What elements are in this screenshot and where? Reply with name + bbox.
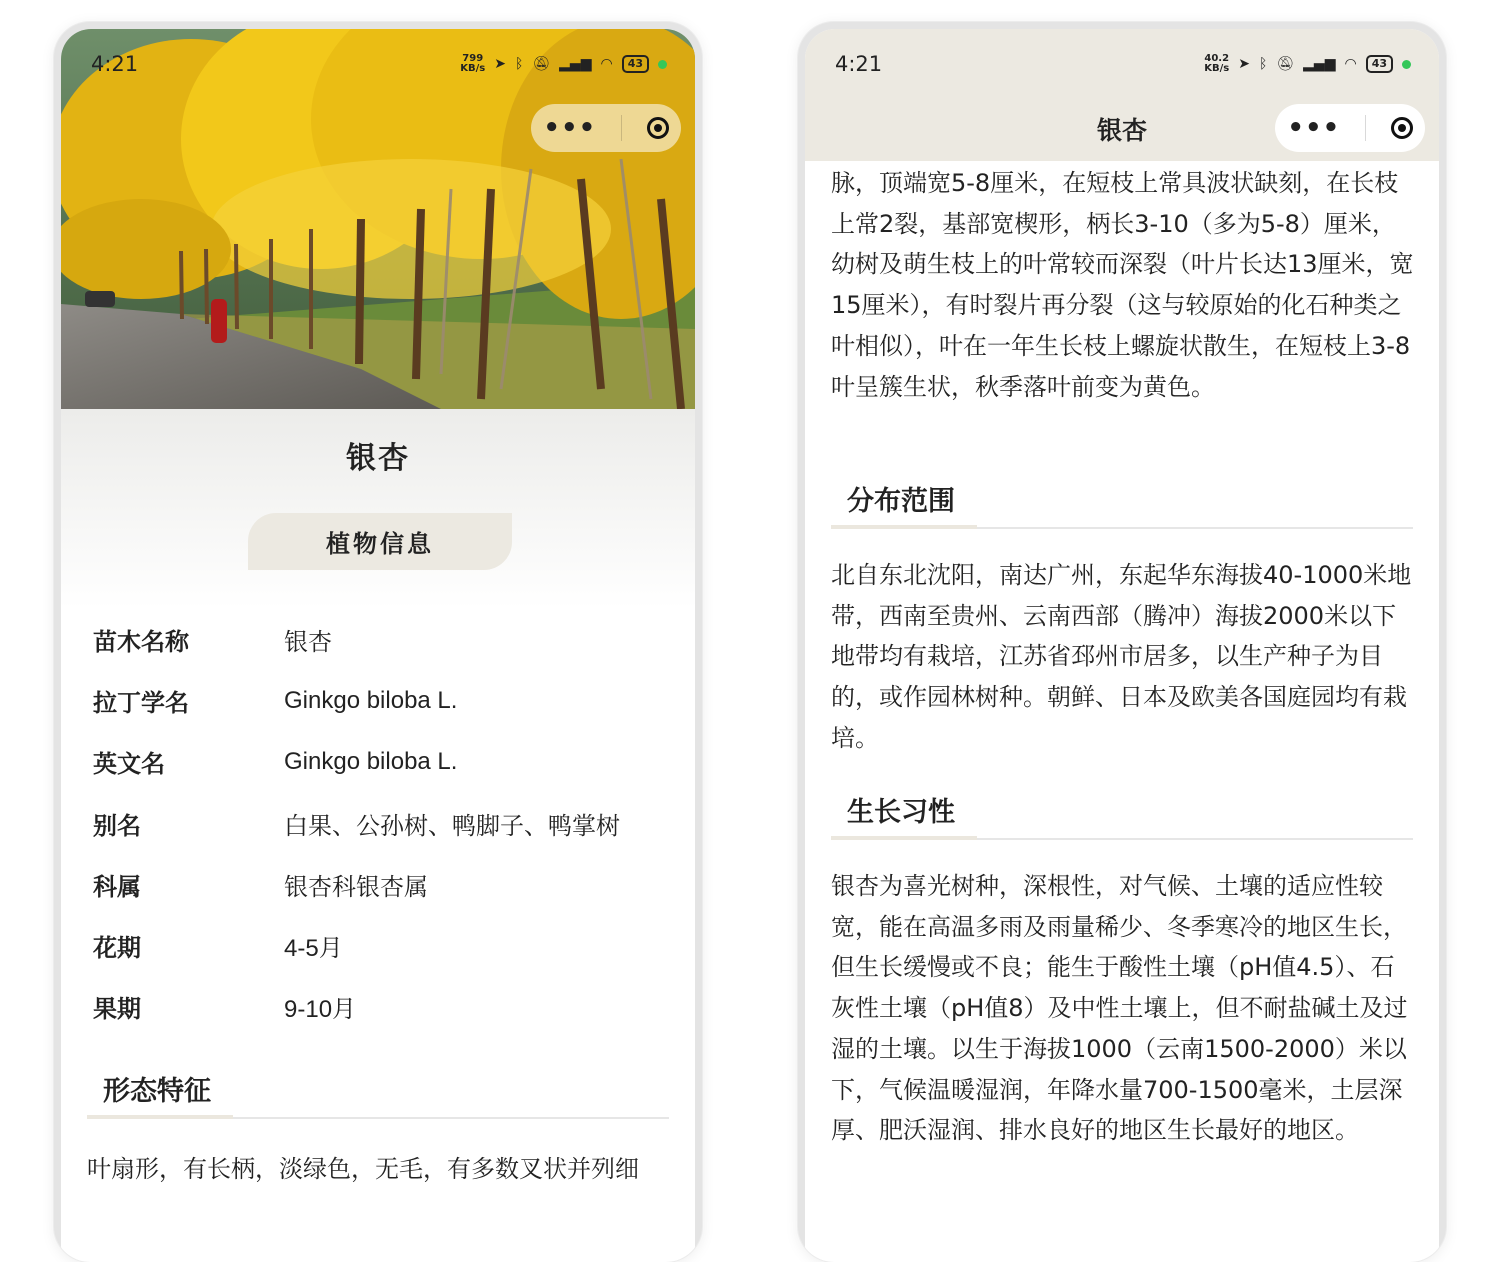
network-speed: 40.2 KB/s [1204,53,1230,74]
section-title: 分布范围 [847,486,955,517]
capsule-divider [1365,115,1366,141]
tab-plant-info[interactable]: 植物信息 [248,513,512,570]
section-accent [831,525,977,529]
section-title: 形态特征 [103,1076,211,1107]
info-value: Ginkgo biloba L. [284,686,458,714]
bluetooth-icon: ᛒ [1258,56,1268,72]
info-key: 果期 [93,995,141,1024]
status-time: 4:21 [835,52,883,76]
signal-icon: ▂▄▆ [1303,56,1336,72]
section-header-morphology [87,1061,669,1119]
page-title: 银杏 [1096,116,1147,145]
status-bar [805,29,1439,99]
morphology-text-continued: 脉，顶端宽5-8厘米，在短枝上常具波状缺刻，在长枝上常2裂，基部宽楔形，柄长3-10（多为5-8）厘米，幼树及萌生枝上的叶常较而深裂（叶片长达13厘米，宽15厘米），有时裂片再分裂（这与较原始的化石种类之叶相似），叶在一年生长枝上螺旋状散生，在短枝上3-8叶呈簇生状，秋季落叶前变为黄色。 [831,169,1414,401]
info-key: 别名 [93,811,141,840]
status-icons [1204,54,1411,74]
status-bar [61,29,695,99]
wifi-icon: ◠ [1344,56,1357,72]
section-header-distribution [831,471,1413,529]
wifi-icon: ◠ [600,56,613,72]
location-icon: ➤ [1238,56,1250,72]
info-value: 银杏 [284,629,332,657]
info-row [93,731,675,792]
signal-icon: ▂▄▆ [559,56,592,72]
right-screen [805,29,1439,1262]
recording-dot-icon [658,60,667,69]
network-speed: 799 KB/s [460,53,486,74]
nav-header [805,29,1439,161]
mute-icon: 🔕︎ [1276,56,1295,72]
morphology-text: 叶扇形，有长柄，淡绿色，无毛，有多数叉状并列细 [87,1155,639,1183]
info-key: 苗木名称 [93,628,189,657]
battery-icon: 43 [1366,55,1393,73]
info-row [93,670,675,731]
close-target-icon[interactable] [647,117,669,139]
section-header-growth-habit [831,782,1413,840]
more-options-icon[interactable]: ••• [1287,113,1341,143]
info-value: 4-5月 [284,935,343,963]
plant-info-table [93,609,675,1037]
info-key: 花期 [93,934,141,963]
bluetooth-icon: ᛒ [514,56,524,72]
info-value: 银杏科银杏属 [284,873,428,901]
info-row [93,854,675,915]
section-accent [87,1115,233,1119]
recording-dot-icon [1402,60,1411,69]
info-value: 白果、公孙树、鸭脚子、鸭掌树 [284,812,620,840]
capsule-divider [621,115,622,141]
section-title: 生长习性 [847,797,955,828]
mini-program-capsule [1275,104,1425,152]
location-icon: ➤ [494,56,506,72]
info-row [93,976,675,1037]
info-row [93,915,675,976]
right-phone [798,22,1446,1262]
info-row [93,609,675,670]
info-key: 拉丁学名 [93,689,189,718]
info-row [93,793,675,854]
mute-icon: 🔕︎ [532,56,551,72]
info-key: 英文名 [93,750,165,779]
status-icons [460,54,667,74]
section-accent [831,836,977,840]
plant-title: 银杏 [346,441,410,476]
left-phone [54,22,702,1262]
left-screen [61,29,695,1262]
info-key: 科属 [93,872,141,901]
close-target-icon[interactable] [1391,117,1413,139]
info-value: Ginkgo biloba L. [284,747,458,775]
status-time: 4:21 [91,52,139,76]
growth-habit-text: 银杏为喜光树种，深根性，对气候、土壤的适应性较宽，能在高温多雨及雨量稀少、冬季寒冷的地区生长，但生长缓慢或不良；能生于酸性土壤（pH值4.5）、石灰性土壤（pH值8）及中性土壤上，但不耐盐碱土及过湿的土壤。以生于海拔1000（云南1500-2000）米以下，气候温暖湿润，年降水量700-1500毫米，土层深厚、肥沃湿润、排水良好的地区生长最好的地区。 [831,872,1408,1145]
battery-icon: 43 [622,55,649,73]
info-value: 9-10月 [284,996,357,1024]
mini-program-capsule [531,104,681,152]
more-options-icon[interactable]: ••• [543,113,597,143]
distribution-text: 北自东北沈阳，南达广州，东起华东海拔40-1000米地带，西南至贵州、云南西部（腾冲）海拔2000米以下地带均有栽培，江苏省邳州市居多，以生产种子为目的，或作园林树种。朝鲜、日本及欧美各国庭园均有栽培。 [831,561,1412,752]
